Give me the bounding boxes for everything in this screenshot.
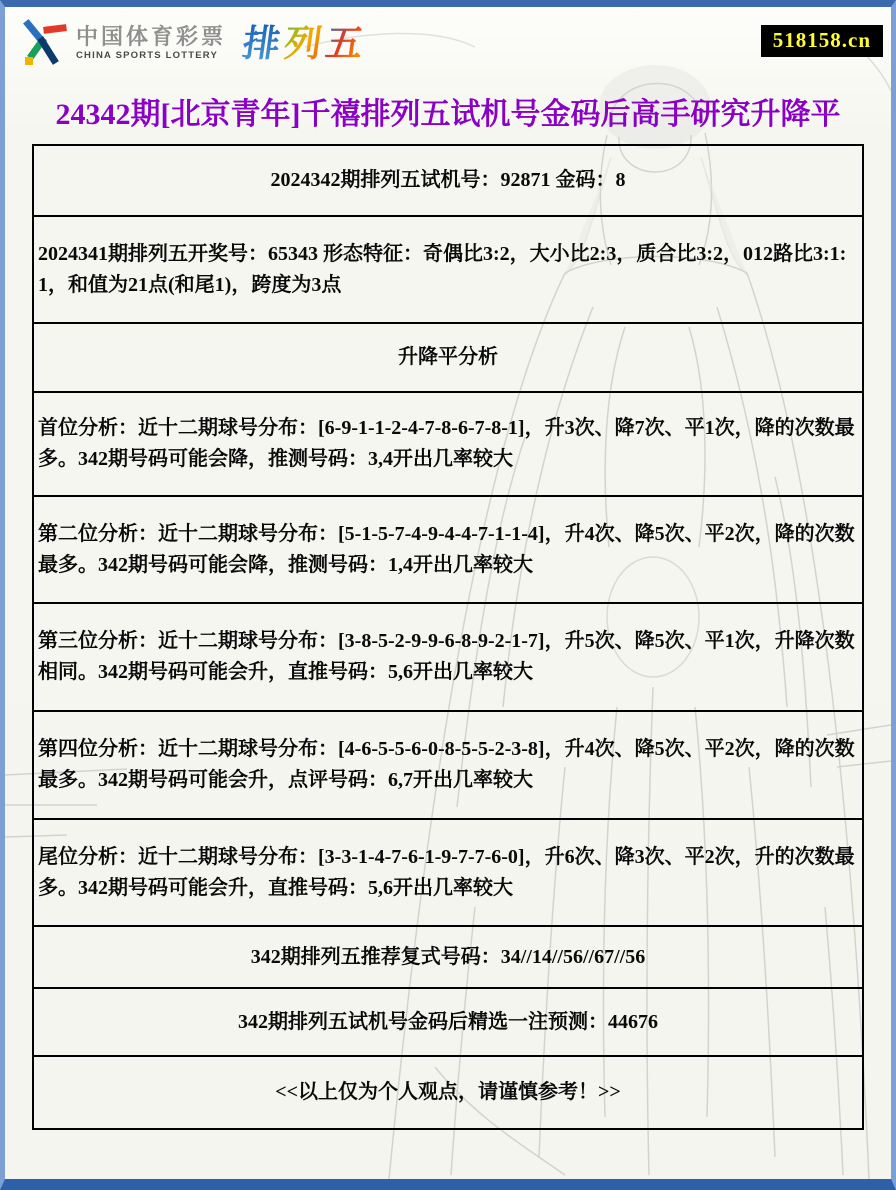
row-single-bet-prediction: 342期排列五试机号金码后精选一注预测：44676	[34, 987, 862, 1055]
analysis-table	[32, 144, 864, 1130]
brand-pailiewu	[240, 22, 366, 64]
row-section-title: 升降平分析	[34, 322, 862, 391]
logo-chinese-name: 中国体育彩票	[76, 24, 227, 50]
logo-text-block	[76, 25, 226, 60]
row-test-number: 2024342期排列五试机号：92871 金码：8	[270, 169, 626, 191]
row-first-position-analysis: 首位分析：近十二期球号分布：[6-9-1-1-2-4-7-8-6-7-8-1]，升3次、降7次、平1次，降的次数最多。342期号码可能会降，推测号码：3,4开出几率较大	[34, 391, 862, 495]
sports-lottery-figure-icon	[21, 19, 67, 67]
row-last-draw-features: 2024341期排列五开奖号：65343 形态特征：奇偶比3:2，大小比2:3，质合比3:2，012路比3:1:1，和值为21点(和尾1)，跨度为3点	[34, 215, 862, 322]
brand-char: 排	[240, 22, 283, 64]
site-badge: 518158.cn	[761, 25, 883, 57]
brand-char: 五	[323, 22, 366, 64]
brand-char: 列	[281, 22, 325, 64]
row-second-position-analysis: 第二位分析：近十二期球号分布：[5-1-5-7-4-9-4-4-7-1-1-4]，升4次、降5次、平2次，降的次数最多。342期号码可能会降，推测号码：1,4开出几率较大	[34, 495, 862, 602]
row-third-position-analysis: 第三位分析：近十二期球号分布：[3-8-5-2-9-9-6-8-9-2-1-7]，升5次、降5次、平1次，升降次数相同。342期号码可能会升，直推号码：5,6开出几率较大	[34, 602, 862, 710]
row-tail-position-analysis: 尾位分析：近十二期球号分布：[3-3-1-4-7-6-1-9-7-7-6-0]，升6次、降3次、平2次，升的次数最多。342期号码可能会升，直推号码：5,6开出几率较大	[34, 818, 862, 925]
china-sports-lottery-logo	[21, 19, 366, 67]
row-fourth-position-analysis: 第四位分析：近十二期球号分布：[4-6-5-5-6-0-8-5-5-2-3-8]，升4次、降5次、平2次，降的次数最多。342期号码可能会升，点评号码：6,7开出几率较大	[34, 710, 862, 818]
page-title: 24342期[北京青年]千禧排列五试机号金码后高手研究升降平	[55, 98, 841, 131]
logo-english-name: CHINA SPORTS LOTTERY	[76, 49, 219, 61]
page-background	[5, 7, 891, 1179]
header	[5, 7, 891, 77]
row-compound-recommendation: 342期排列五推荐复式号码：34//14//56//67//56	[34, 925, 862, 987]
row-disclaimer: <<以上仅为个人观点，请谨慎参考！>>	[34, 1055, 862, 1128]
